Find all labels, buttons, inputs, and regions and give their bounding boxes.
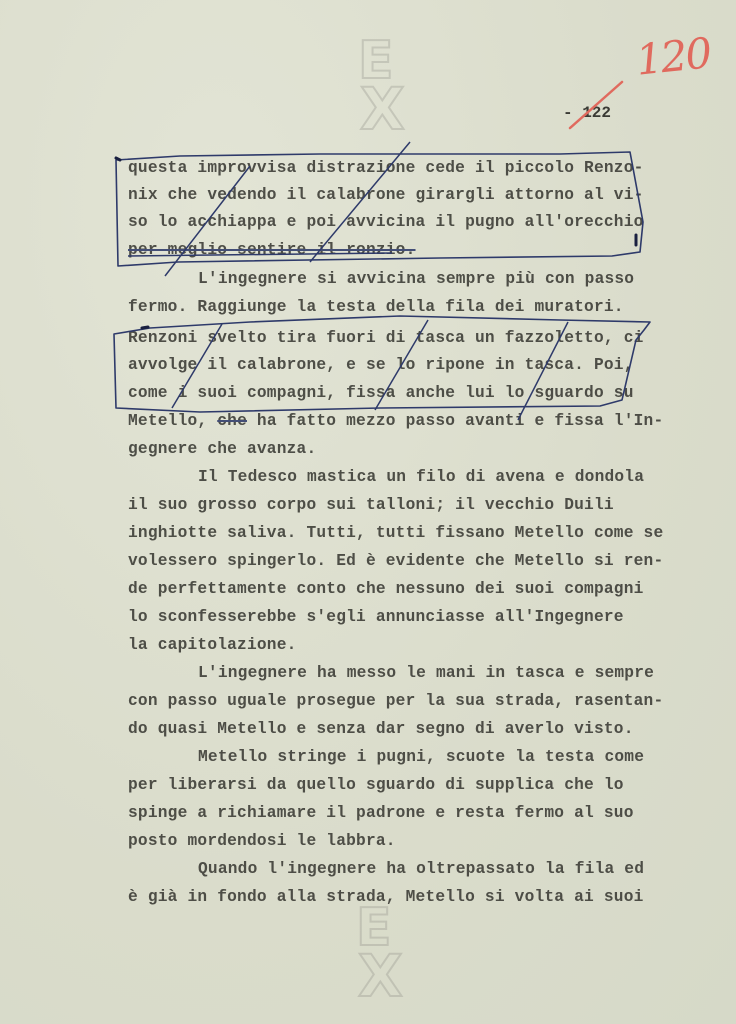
text-line: la capitolazione. — [128, 636, 297, 654]
text-line-struck: per meglio sentire il ronzio. — [128, 241, 416, 259]
text-line: gegnere che avanza. — [128, 440, 317, 458]
text-line: do quasi Metello e senza dar segno di averlo visto. — [128, 720, 634, 738]
handwritten-page-number: 120 — [633, 28, 713, 85]
struck-word: che — [217, 412, 247, 430]
text-line: posto mordendosi le labbra. — [128, 832, 396, 850]
text-line: avvolge il calabrone, e se lo ripone in tasca. Poi, — [128, 356, 634, 374]
pen-dot — [142, 327, 148, 328]
text-line: nix che vedendo il calabrone girargli attorno al vi- — [128, 186, 644, 204]
text-line: come i suoi compagni, fissa anche lui lo sguardo su — [128, 384, 634, 402]
text-line: lo sconfesserebbe s'egli annunciasse all'Ingegnere — [128, 608, 624, 626]
watermark-top — [358, 31, 405, 143]
text-line: Il Tedesco mastica un filo di avena e dondola — [198, 468, 645, 486]
text-segment: ha fatto mezzo passo avanti e fissa l'In- — [246, 412, 664, 430]
watermark-bottom — [356, 898, 403, 1010]
watermark-letter-x: X — [360, 75, 405, 143]
text-line: spinge a richiamare il padrone e resta fermo al suo — [128, 804, 634, 822]
text-line: con passo uguale prosegue per la sua strada, rasentan- — [128, 692, 664, 710]
text-line: L'ingegnere ha messo le mani in tasca e sempre — [198, 664, 655, 682]
text-line: de perfettamente conto che nessuno dei suoi compagni — [128, 580, 644, 598]
text-line: fermo. Raggiunge la testa della fila dei muratori. — [128, 298, 624, 316]
watermark-letter-x: X — [358, 942, 403, 1010]
text-segment: Metello, — [128, 412, 218, 430]
watermark-letter-e: E — [356, 898, 392, 958]
watermark-letter-e: E — [358, 31, 394, 91]
text-line: volessero spingerlo. Ed è evidente che Metello si ren- — [128, 552, 664, 570]
text-line: inghiotte saliva. Tutti, tutti fissano Metello come se — [128, 524, 664, 542]
text-line: so lo acchiappa e poi avvicina il pugno all'orecchio — [128, 213, 644, 231]
text-line: il suo grosso corpo sui talloni; il vecchio Duili — [128, 496, 614, 514]
text-line: Metello stringe i pugni, scuote la testa come — [198, 748, 645, 766]
text-line: Renzoni svelto tira fuori di tasca un fazzoletto, ci — [128, 329, 644, 347]
pen-dot — [116, 158, 120, 160]
text-line: è già in fondo alla strada, Metello si volta ai suoi — [128, 888, 644, 906]
text-line: per liberarsi da quello sguardo di supplica che lo — [128, 776, 624, 794]
text-line — [128, 412, 663, 430]
text-line: Quando l'ingegnere ha oltrepassato la fila ed — [198, 860, 645, 878]
text-line: L'ingegnere si avvicina sempre più con passo — [198, 270, 635, 288]
typed-page-number: - 122 — [563, 104, 612, 122]
text-line: questa improvvisa distrazione cede il piccolo Renzo- — [128, 159, 644, 177]
